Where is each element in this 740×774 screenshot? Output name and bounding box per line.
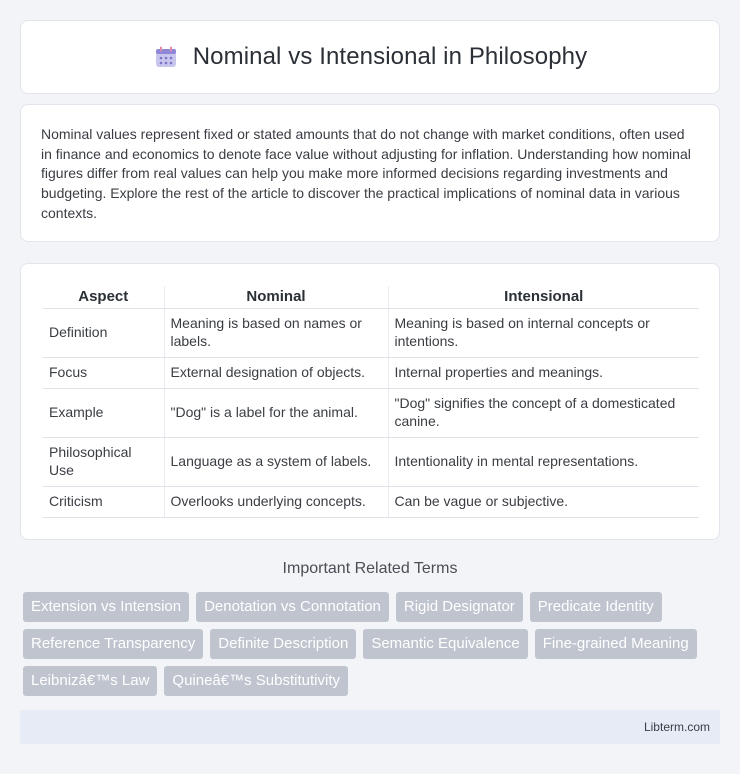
table-cell-aspect: Focus [43, 357, 164, 388]
table-cell-aspect: Philosophical Use [43, 437, 164, 486]
table-row [43, 486, 699, 517]
column-header-aspect: Aspect [43, 286, 164, 308]
comparison-table [43, 286, 699, 518]
table-header-row [43, 286, 699, 308]
page-title: Nominal vs Intensional in Philosophy [192, 43, 588, 70]
table-cell-intensional: Intentionality in mental representations. [388, 437, 699, 486]
table-cell-aspect: Definition [43, 308, 164, 357]
footer-brand[interactable]: Libterm.com [643, 720, 710, 734]
table-cell-nominal: External designation of objects. [164, 357, 388, 388]
intro-text: Nominal values represent fixed or stated amounts that do not change with market conditions, often used in finance and economics to denote face value without adjusting for inflation. Understanding how nominal figures differ from real values can help you make more informed decisions regarding investments and budgeting. Explore the rest of the article to discover the practical implications of nominal data in various contexts. [41, 126, 691, 221]
related-term-tag[interactable]: Leibnizâ€™s Law [23, 666, 157, 696]
table-cell-intensional: Internal properties and meanings. [388, 357, 699, 388]
table-cell-nominal: Language as a system of labels. [164, 437, 388, 486]
related-terms-list [23, 592, 723, 696]
table-row [43, 308, 699, 357]
related-term-tag[interactable]: Denotation vs Connotation [196, 592, 389, 622]
table-row [43, 357, 699, 388]
table-row [43, 437, 699, 486]
footer [20, 710, 720, 744]
intro-card [20, 104, 720, 242]
comparison-table-card [20, 263, 720, 540]
related-term-tag[interactable]: Rigid Designator [396, 592, 523, 622]
related-term-tag[interactable]: Quineâ€™s Substitutivity [164, 666, 348, 696]
related-term-tag[interactable]: Definite Description [210, 629, 356, 659]
column-header-nominal: Nominal [164, 286, 388, 308]
related-term-tag[interactable]: Semantic Equivalence [363, 629, 527, 659]
table-cell-nominal: "Dog" is a label for the animal. [164, 388, 388, 437]
table-row [43, 388, 699, 437]
related-terms-title: Important Related Terms [282, 560, 458, 577]
related-term-tag[interactable]: Reference Transparency [23, 629, 203, 659]
table-cell-nominal: Overlooks underlying concepts. [164, 486, 388, 517]
table-cell-intensional: Can be vague or subjective. [388, 486, 699, 517]
table-cell-intensional: "Dog" signifies the concept of a domesticated canine. [388, 388, 699, 437]
table-cell-intensional: Meaning is based on internal concepts or intentions. [388, 308, 699, 357]
related-term-tag[interactable]: Extension vs Intension [23, 592, 189, 622]
header-card [20, 20, 720, 94]
table-cell-aspect: Example [43, 388, 164, 437]
calendar-icon [153, 44, 179, 70]
related-term-tag[interactable]: Predicate Identity [530, 592, 662, 622]
column-header-intensional: Intensional [388, 286, 699, 308]
table-cell-aspect: Criticism [43, 486, 164, 517]
related-term-tag[interactable]: Fine-grained Meaning [535, 629, 697, 659]
table-cell-nominal: Meaning is based on names or labels. [164, 308, 388, 357]
